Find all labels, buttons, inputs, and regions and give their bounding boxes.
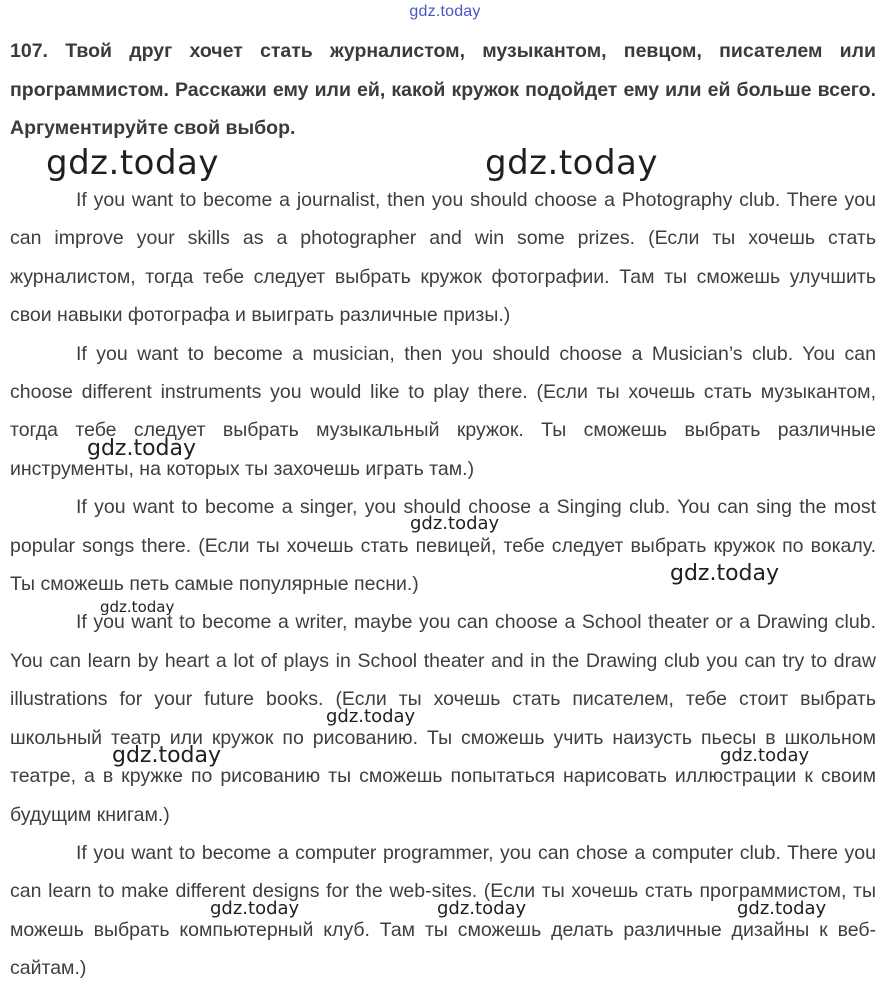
watermark: gdz.today [100,598,175,616]
answer-paragraph-programmer: If you want to become a computer programmer, you can chose a computer club. There you can learn to make different designs for the web-sites. (Если ты хочешь стать программистом, ты можешь выбрать компьютерный клуб. Там ты сможешь делать различные дизайны к веб-сайтам.) [10,841,876,980]
answer-paragraph-writer: If you want to become a writer, maybe you can choose a School theater or a Drawing club. You can learn by heart a lot of plays in School theater and in the Drawing club you can try to draw illustrations for your future books. (Если ты хочешь стать писателем, тебе стоит выбрать школьный театр или кружок по рисованию. Ты сможешь учить наизусть пьесы в школьном театре, а в кружке по рисованию ты сможешь попытаться нарисовать иллюстрации к своим будущим книгам.) [10,611,876,826]
watermark: gdz.today [410,513,500,534]
exercise-question: 107. Твой друг хочет стать журналистом, музыкантом, певцом, писателем или программистом. Расскажи ему или ей, какой кружок подойдет ему или ей больше всего. Аргументируйте свой выбор. [10,40,876,139]
watermark: gdz.today [485,143,658,183]
watermark: gdz.today [210,898,300,919]
watermark: gdz.today [437,898,527,919]
watermark: gdz.today [737,898,827,919]
watermark: gdz.today [670,561,780,586]
answer-paragraph-journalist: If you want to become a journalist, then you should choose a Photography club. There you can improve your skills as a photographer and win some prizes. (Если ты хочешь стать журналистом, тогда тебе следует выбрать кружок фотографии. Там ты сможешь улучшить свои навыки фотографа и выиграть различные призы.) [10,189,876,327]
site-watermark: gdz.today [409,3,481,20]
watermark: gdz.today [720,745,810,766]
watermark: gdz.today [326,706,416,727]
watermark: gdz.today [112,743,222,768]
answer-paragraph-musician: If you want to become a musician, then you should choose a Musician’s club. You can choose different instruments you would like to play there. (Если ты хочешь стать музыкантом, тогда тебе следует выбрать музыкальный кружок. Ты сможешь выбрать различные инструменты, на которых ты захочешь играть там.) [10,342,876,480]
answer-paragraph-singer: If you want to become a singer, you should choose a Singing club. You can sing the most popular songs there. (Если ты хочешь стать певицей, тебе следует выбрать кружок по вокалу. Ты сможешь петь самые популярные песни.) [10,496,876,596]
watermark: gdz.today [46,143,219,183]
watermark: gdz.today [87,436,197,461]
